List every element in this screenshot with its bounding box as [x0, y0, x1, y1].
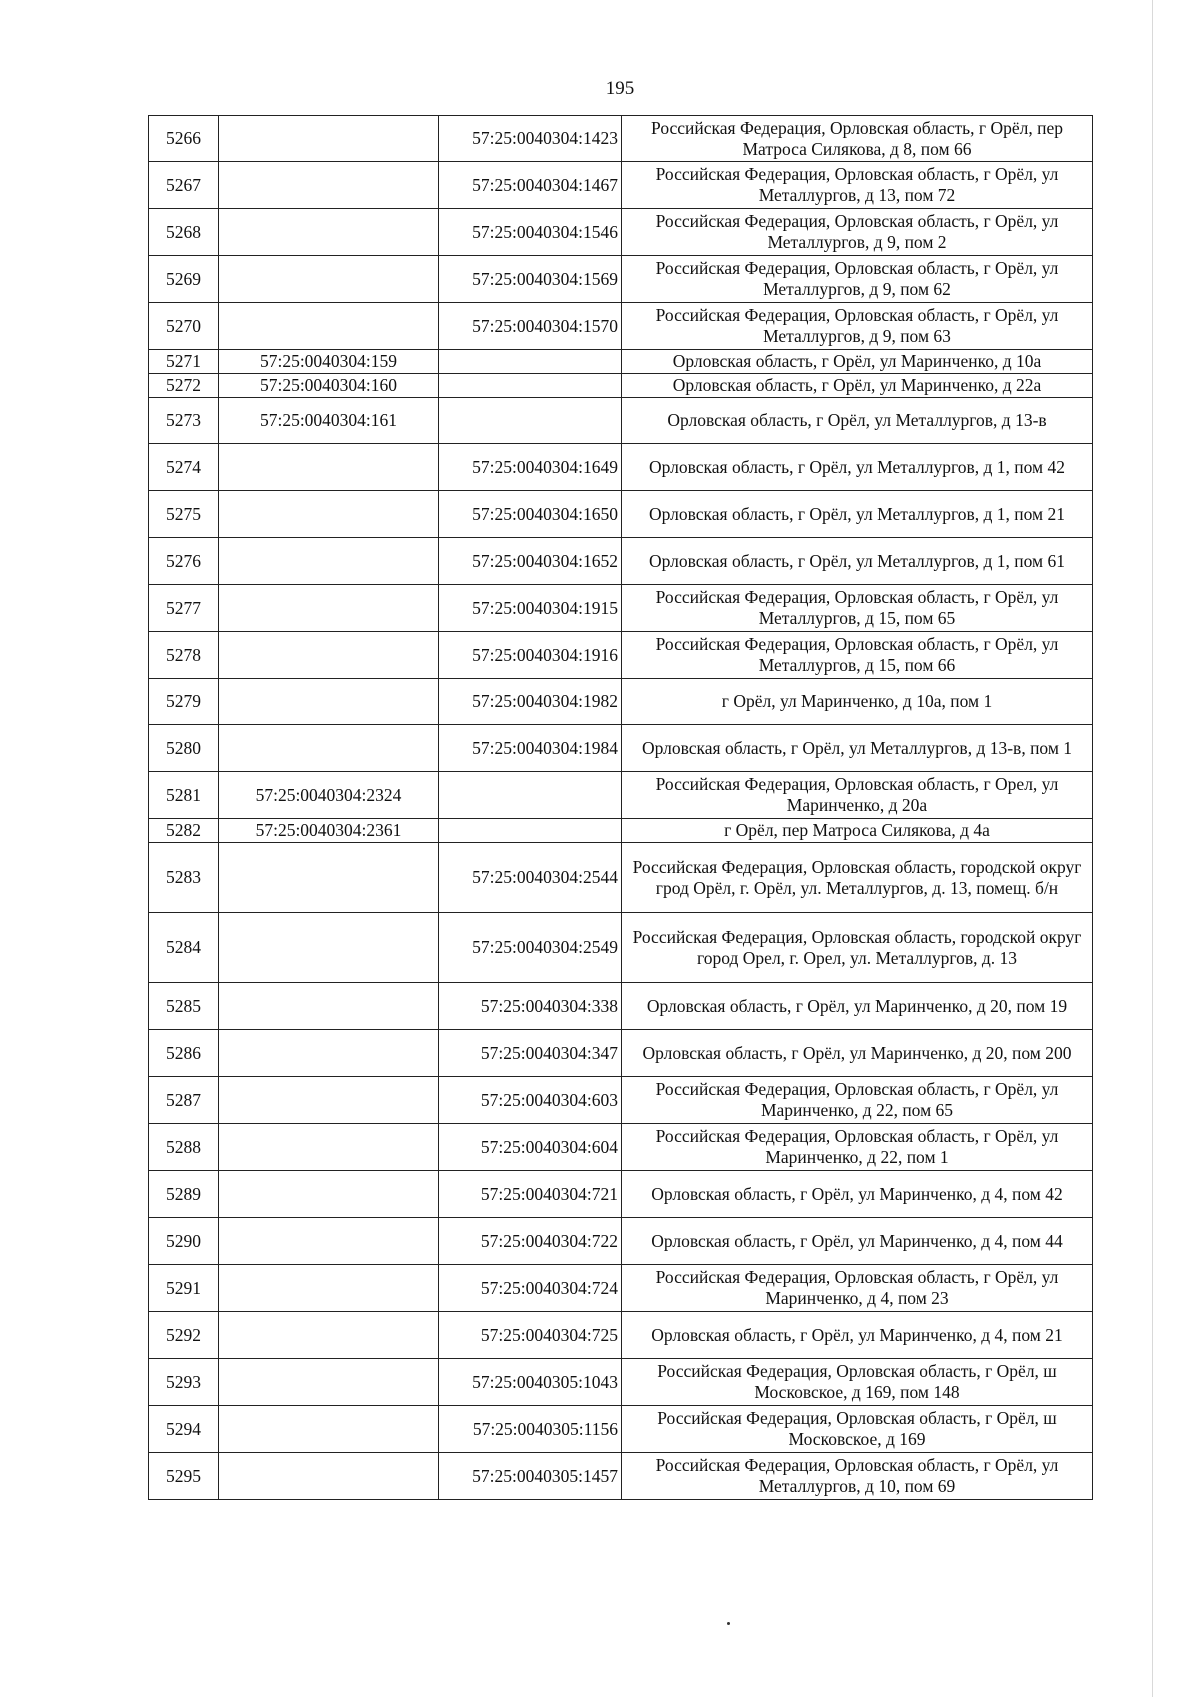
cadastral-number-parcel: 57:25:0040304:160	[219, 374, 439, 398]
cadastral-number-premises: 57:25:0040304:338	[439, 983, 622, 1030]
address: Орловская область, г Орёл, ул Маринченко, д 4, пом 21	[622, 1312, 1093, 1359]
registry-table	[148, 115, 1093, 1500]
table-row	[149, 1312, 1093, 1359]
table-row	[149, 843, 1093, 913]
cadastral-number-parcel	[219, 1030, 439, 1077]
address: Российская Федерация, Орловская область, г Орел, ул Маринченко, д 20а	[622, 772, 1093, 819]
cadastral-number-premises	[439, 772, 622, 819]
address: Российская Федерация, Орловская область, г Орёл, ул Металлургов, д 9, пом 2	[622, 209, 1093, 256]
row-number: 5269	[149, 256, 219, 303]
cadastral-number-parcel	[219, 444, 439, 491]
cadastral-number-premises	[439, 350, 622, 374]
row-number: 5277	[149, 585, 219, 632]
row-number: 5281	[149, 772, 219, 819]
cadastral-number-parcel	[219, 632, 439, 679]
address: Российская Федерация, Орловская область, г Орёл, ш Московское, д 169, пом 148	[622, 1359, 1093, 1406]
table-row	[149, 772, 1093, 819]
scan-edge-line	[1152, 0, 1153, 1697]
address: Орловская область, г Орёл, ул Маринченко, д 20, пом 19	[622, 983, 1093, 1030]
cadastral-number-premises: 57:25:0040305:1043	[439, 1359, 622, 1406]
row-number: 5287	[149, 1077, 219, 1124]
cadastral-number-premises: 57:25:0040304:1650	[439, 491, 622, 538]
address: Российская Федерация, Орловская область, г Орёл, ул Металлургов, д 9, пом 62	[622, 256, 1093, 303]
row-number: 5270	[149, 303, 219, 350]
row-number: 5280	[149, 725, 219, 772]
cadastral-number-parcel	[219, 843, 439, 913]
cadastral-number-parcel	[219, 1359, 439, 1406]
cadastral-number-parcel	[219, 1406, 439, 1453]
table-row	[149, 444, 1093, 491]
address: Российская Федерация, Орловская область, г Орёл, пер Матроса Силякова, д 8, пом 66	[622, 116, 1093, 162]
cadastral-number-premises: 57:25:0040304:2549	[439, 913, 622, 983]
address: Орловская область, г Орёл, ул Металлургов, д 13-в, пом 1	[622, 725, 1093, 772]
row-number: 5293	[149, 1359, 219, 1406]
registry-table-body	[149, 116, 1093, 1500]
address: г Орёл, ул Маринченко, д 10а, пом 1	[622, 679, 1093, 725]
row-number: 5267	[149, 162, 219, 209]
cadastral-number-parcel	[219, 538, 439, 585]
row-number: 5268	[149, 209, 219, 256]
row-number: 5295	[149, 1453, 219, 1500]
cadastral-number-premises: 57:25:0040304:603	[439, 1077, 622, 1124]
cadastral-number-premises: 57:25:0040304:1649	[439, 444, 622, 491]
row-number: 5291	[149, 1265, 219, 1312]
row-number: 5282	[149, 819, 219, 843]
table-row	[149, 819, 1093, 843]
table-row	[149, 1077, 1093, 1124]
address: Российская Федерация, Орловская область, г Орёл, ул Маринченко, д 22, пом 65	[622, 1077, 1093, 1124]
cadastral-number-parcel	[219, 679, 439, 725]
row-number: 5276	[149, 538, 219, 585]
table-row	[149, 209, 1093, 256]
address: Российская Федерация, Орловская область, г Орёл, ул Металлургов, д 9, пом 63	[622, 303, 1093, 350]
cadastral-number-parcel	[219, 1077, 439, 1124]
table-row	[149, 1124, 1093, 1171]
address: Орловская область, г Орёл, ул Металлургов, д 1, пом 42	[622, 444, 1093, 491]
address: Орловская область, г Орёл, ул Маринченко, д 4, пом 44	[622, 1218, 1093, 1265]
address: г Орёл, пер Матроса Силякова, д 4а	[622, 819, 1093, 843]
row-number: 5294	[149, 1406, 219, 1453]
table-row	[149, 491, 1093, 538]
row-number: 5266	[149, 116, 219, 162]
cadastral-number-premises	[439, 374, 622, 398]
cadastral-number-parcel	[219, 1124, 439, 1171]
table-row	[149, 679, 1093, 725]
cadastral-number-premises: 57:25:0040304:1916	[439, 632, 622, 679]
row-number: 5274	[149, 444, 219, 491]
table-row	[149, 1265, 1093, 1312]
table-row	[149, 1171, 1093, 1218]
cadastral-number-parcel	[219, 162, 439, 209]
address: Орловская область, г Орёл, ул Металлургов, д 13-в	[622, 398, 1093, 444]
table-row	[149, 162, 1093, 209]
table-row	[149, 116, 1093, 162]
cadastral-number-premises: 57:25:0040304:1915	[439, 585, 622, 632]
row-number: 5289	[149, 1171, 219, 1218]
row-number: 5278	[149, 632, 219, 679]
table-row	[149, 632, 1093, 679]
cadastral-number-parcel	[219, 1265, 439, 1312]
table-row	[149, 398, 1093, 444]
cadastral-number-premises: 57:25:0040304:1423	[439, 116, 622, 162]
cadastral-number-premises: 57:25:0040304:1467	[439, 162, 622, 209]
cadastral-number-premises: 57:25:0040304:1982	[439, 679, 622, 725]
table-row	[149, 303, 1093, 350]
table-row	[149, 1030, 1093, 1077]
table-row	[149, 913, 1093, 983]
address: Российская Федерация, Орловская область, г Орёл, ул Маринченко, д 4, пом 23	[622, 1265, 1093, 1312]
cadastral-number-parcel	[219, 1453, 439, 1500]
cadastral-number-parcel	[219, 256, 439, 303]
cadastral-number-parcel	[219, 303, 439, 350]
row-number: 5283	[149, 843, 219, 913]
row-number: 5288	[149, 1124, 219, 1171]
row-number: 5290	[149, 1218, 219, 1265]
address: Орловская область, г Орёл, ул Металлургов, д 1, пом 21	[622, 491, 1093, 538]
address: Орловская область, г Орёл, ул Маринченко, д 22а	[622, 374, 1093, 398]
cadastral-number-premises: 57:25:0040304:1984	[439, 725, 622, 772]
address: Российская Федерация, Орловская область, г Орёл, ш Московское, д 169	[622, 1406, 1093, 1453]
cadastral-number-premises	[439, 398, 622, 444]
cadastral-number-parcel	[219, 913, 439, 983]
row-number: 5285	[149, 983, 219, 1030]
address: Российская Федерация, Орловская область, г Орёл, ул Металлургов, д 15, пом 66	[622, 632, 1093, 679]
cadastral-number-premises: 57:25:0040305:1457	[439, 1453, 622, 1500]
row-number: 5273	[149, 398, 219, 444]
page-number: 195	[605, 78, 635, 99]
cadastral-number-premises: 57:25:0040304:722	[439, 1218, 622, 1265]
scan-speck	[727, 1622, 730, 1625]
cadastral-number-parcel	[219, 725, 439, 772]
cadastral-number-premises: 57:25:0040304:1570	[439, 303, 622, 350]
address: Орловская область, г Орёл, ул Маринченко, д 4, пом 42	[622, 1171, 1093, 1218]
cadastral-number-parcel	[219, 116, 439, 162]
cadastral-number-premises: 57:25:0040304:724	[439, 1265, 622, 1312]
cadastral-number-parcel	[219, 491, 439, 538]
address: Российская Федерация, Орловская область, г Орёл, ул Металлургов, д 13, пом 72	[622, 162, 1093, 209]
address: Орловская область, г Орёл, ул Металлургов, д 1, пом 61	[622, 538, 1093, 585]
address: Орловская область, г Орёл, ул Маринченко, д 10а	[622, 350, 1093, 374]
cadastral-number-parcel	[219, 1171, 439, 1218]
cadastral-number-parcel: 57:25:0040304:2324	[219, 772, 439, 819]
table-row	[149, 1406, 1093, 1453]
row-number: 5284	[149, 913, 219, 983]
cadastral-number-parcel: 57:25:0040304:2361	[219, 819, 439, 843]
table-row	[149, 350, 1093, 374]
table-row	[149, 725, 1093, 772]
cadastral-number-premises: 57:25:0040304:2544	[439, 843, 622, 913]
cadastral-number-premises: 57:25:0040304:1546	[439, 209, 622, 256]
cadastral-number-parcel	[219, 1218, 439, 1265]
cadastral-number-parcel: 57:25:0040304:159	[219, 350, 439, 374]
table-row	[149, 374, 1093, 398]
row-number: 5279	[149, 679, 219, 725]
address: Орловская область, г Орёл, ул Маринченко, д 20, пом 200	[622, 1030, 1093, 1077]
cadastral-number-parcel	[219, 1312, 439, 1359]
cadastral-number-premises	[439, 819, 622, 843]
cadastral-number-parcel	[219, 983, 439, 1030]
table-row	[149, 1359, 1093, 1406]
cadastral-number-premises: 57:25:0040304:347	[439, 1030, 622, 1077]
table-row	[149, 1218, 1093, 1265]
cadastral-number-premises: 57:25:0040304:1569	[439, 256, 622, 303]
cadastral-number-premises: 57:25:0040304:604	[439, 1124, 622, 1171]
address: Российская Федерация, Орловская область, г Орёл, ул Металлургов, д 15, пом 65	[622, 585, 1093, 632]
cadastral-number-premises: 57:25:0040304:1652	[439, 538, 622, 585]
row-number: 5292	[149, 1312, 219, 1359]
table-row	[149, 538, 1093, 585]
row-number: 5272	[149, 374, 219, 398]
cadastral-number-premises: 57:25:0040305:1156	[439, 1406, 622, 1453]
cadastral-number-parcel	[219, 585, 439, 632]
table-row	[149, 585, 1093, 632]
table-row	[149, 256, 1093, 303]
cadastral-number-parcel: 57:25:0040304:161	[219, 398, 439, 444]
row-number: 5271	[149, 350, 219, 374]
address: Российская Федерация, Орловская область, городской округ город Орел, г. Орел, ул. Металлургов, д. 13	[622, 913, 1093, 983]
address: Российская Федерация, Орловская область, г Орёл, ул Маринченко, д 22, пом 1	[622, 1124, 1093, 1171]
row-number: 5286	[149, 1030, 219, 1077]
address: Российская Федерация, Орловская область, г Орёл, ул Металлургов, д 10, пом 69	[622, 1453, 1093, 1500]
cadastral-number-parcel	[219, 209, 439, 256]
cadastral-number-premises: 57:25:0040304:721	[439, 1171, 622, 1218]
address: Российская Федерация, Орловская область, городской округ грод Орёл, г. Орёл, ул. Металлургов, д. 13, помещ. б/н	[622, 843, 1093, 913]
table-row	[149, 983, 1093, 1030]
cadastral-number-premises: 57:25:0040304:725	[439, 1312, 622, 1359]
row-number: 5275	[149, 491, 219, 538]
table-row	[149, 1453, 1093, 1500]
